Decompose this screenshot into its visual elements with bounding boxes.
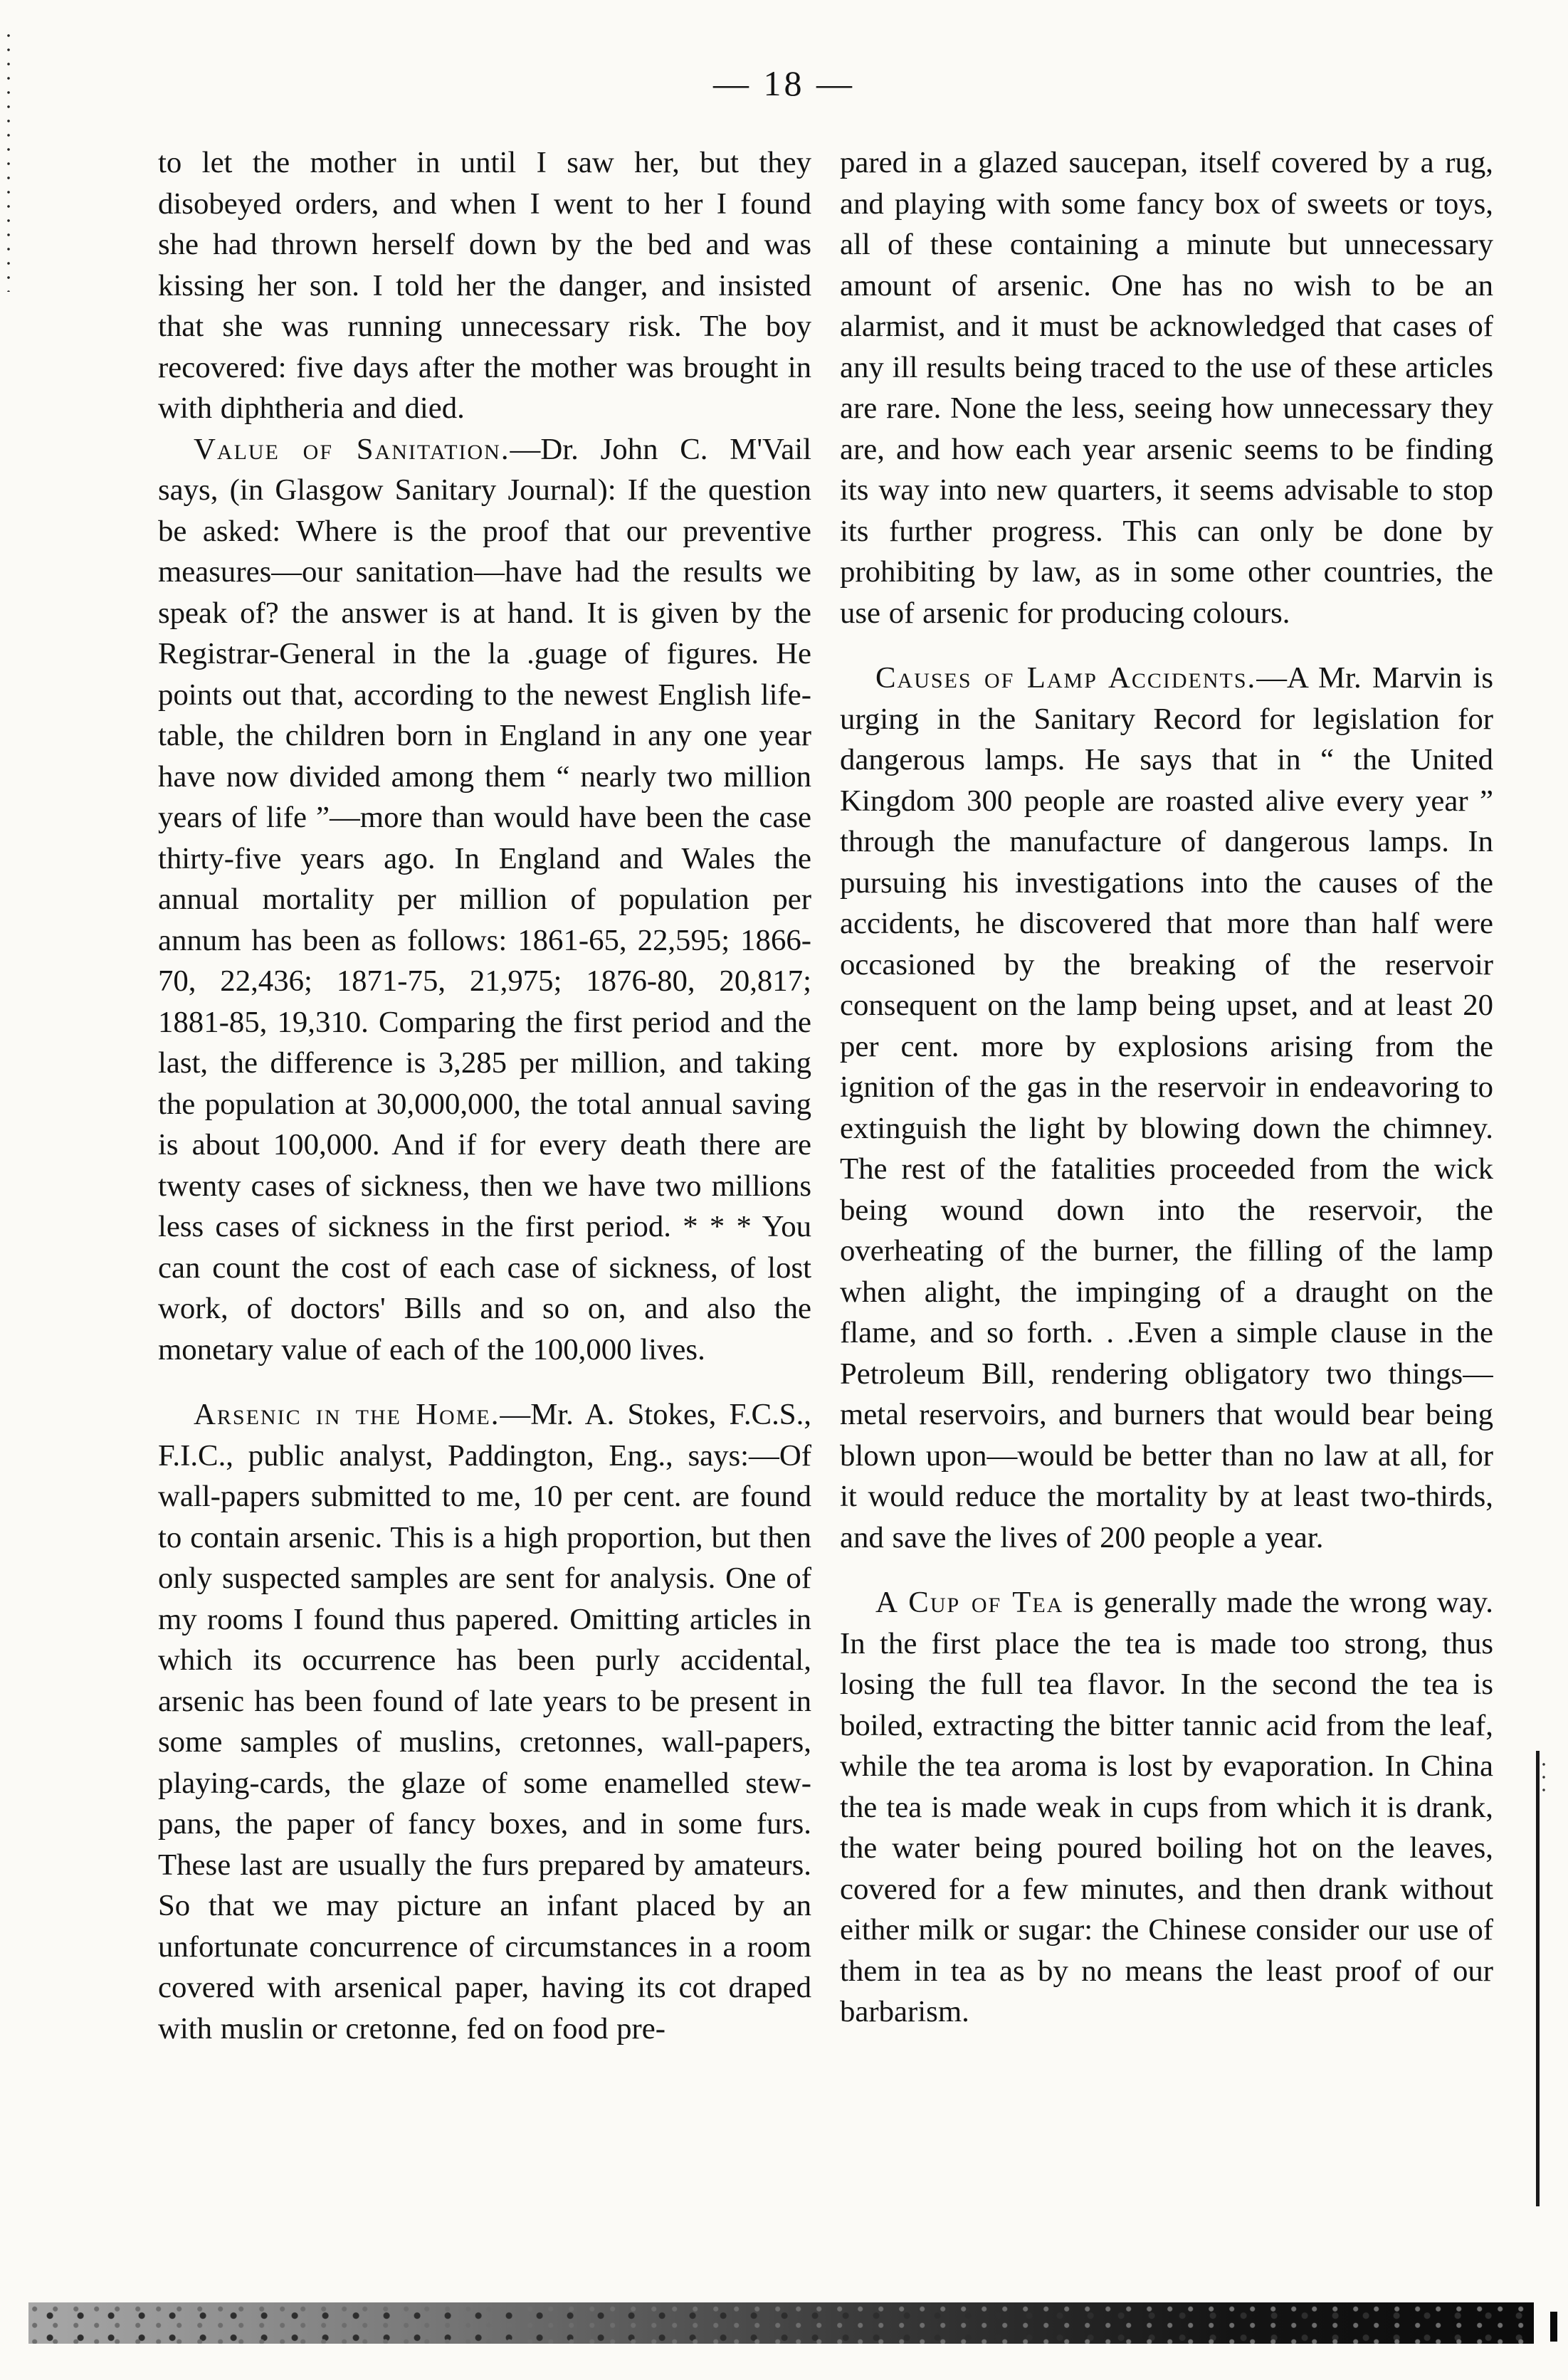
section-body: —Mr. A. Stokes, F.C.S., F.I.C., public analyst, Paddington, Eng., says:—Of wall-papers submitted to me, 10 per cent. are found to contain arsenic. This is a high proportion, but then only suspected samples are sent for analysis. One of my rooms I found thus papered. Omitting articles in which its occurrence has been purly accidental, arsenic has been found of late years to be present in some samples of muslins, cretonnes, wall-papers, playing-cards, the glaze of some enamelled stew-pans, the paper of fancy boxes, and in some furs. These last are usually the furs prepared by amateurs. So that we may picture an infant placed by an unfortunate concurrence of circumstances in a room covered with arsenical paper, having its cot draped with muslin or cretonne, fed on food pre-: [158, 1398, 811, 2045]
run-in-heading: A Cup of Tea: [875, 1586, 1064, 1619]
bottom-scan-border: [28, 2302, 1534, 2344]
section-a-cup-of-tea: [840, 1582, 1493, 2033]
paragraph-diphtheria-continued: to let the mother in until I saw her, but they disobeyed orders, and when I went to her I found she had thrown herself down by the bed and was kissing her son. I told her the danger, and insisted that she was running unnecessary risk. The boy recovered: five days after the mother was brought in with diphtheria and died.: [158, 146, 811, 425]
paragraph-arsenic-continued: pared in a glazed saucepan, itself covered by a rug, and playing with some fancy box of sweets or toys, all of these containing a minute but unnecessary amount of arsenic. One has no wish to be an alarmist, and it must be acknowledged that cases of any ill results being traced to the use of these articles are rare. None the less, seeing how unnecessary they are, and how each year arsenic seems to be finding its way into new quarters, it seems advisable to stop its further progress. This can only be done by prohibiting by law, as in some other countries, the use of arsenic for producing colours.: [840, 146, 1493, 630]
section-body: is generally made the wrong way. In the first place the tea is made too strong, thus losing the full tea flavor. In the second the tea is boiled, extracting the bitter tannic acid from the leaf, while the tea aroma is lost by evaporation. In China the tea is made weak in cups from which it is drank, the water being poured boiling hot on the leaves, covered for a few minutes, and then drank without either milk or sugar: the Chinese consider our use of them in tea as by no means the least proof of our barbarism.: [840, 1586, 1493, 2028]
right-margin-scan-marks: [1542, 1758, 1546, 1801]
run-in-heading: Value of Sanitation.: [194, 432, 510, 466]
section-body: —Dr. John C. M'Vail says, (in Glasgow Sanitary Journal): If the question be asked: Where is the proof that our preventive measures—our sanitation—have had the results we speak of? the answer is at hand. It is given by the Registrar-General in the la .guage of figures. He points out that, according to the newest English life-table, the children born in England in any one year have now divided among them “ nearly two million years of life ”—more than would have been the case thirty-five years ago. In England and Wales the annual mortality per million of population per annum has been as follows: 1861-65, 22,595; 1866-70, 22,436; 1871-75, 21,975; 1876-80, 20,817; 1881-85, 19,310. Comparing the first period and the last, the difference is 3,285 per million, and taking the population at 30,000,000, the total annual saving is about 100,000. And if for every death there are twenty cases of sickness, then we have two millions less cases of sickness in the first period. * * * You can count the cost of each case of sickness, of lost work, of doctors' Bills and so on, and also the monetary value of each of the 100,000 lives.: [158, 432, 811, 1367]
section-arsenic-in-the-home: [158, 1394, 811, 2049]
run-in-heading: Arsenic in the Home.: [194, 1398, 500, 1431]
bottom-border-notch: [1550, 2312, 1557, 2342]
section-body: —A Mr. Marvin is urging in the Sanitary Record for legislation for dangerous lamps. He says that in “ the United Kingdom 300 people are roasted alive every year ” through the manufacture of dangerous lamps. In pursuing his investigations into the causes of the accidents, he discovered that more than half were occasioned by the breaking of the reservoir consequent on the lamp being upset, and at least 20 per cent. more by explosions arising from the ignition of the gas in the reservoir in endeavoring to extinguish the light by blowing down the chimney. The rest of the fatalities proceeded from the wick being wound down into the reservoir, the overheating of the burner, the filling of the lamp when alight, the impinging of a draught on the flame, and so forth. . .Even a simple clause in the Petroleum Bill, rendering obligatory two things—metal reservoirs, and burners that would bear being blown upon—would be better than no law at all, for it would reduce the mortality by at least two-thirds, and save the lives of 200 people a year.: [840, 661, 1493, 1554]
section-causes-of-lamp-accidents: [840, 658, 1493, 1558]
right-column: [840, 142, 1493, 2263]
page-number: — 18 —: [713, 63, 855, 103]
right-margin-rule: [1536, 1751, 1540, 2206]
run-in-heading: Causes of Lamp Accidents.: [875, 661, 1257, 695]
section-value-of-sanitation: [158, 429, 811, 1371]
left-column: [158, 142, 811, 2263]
